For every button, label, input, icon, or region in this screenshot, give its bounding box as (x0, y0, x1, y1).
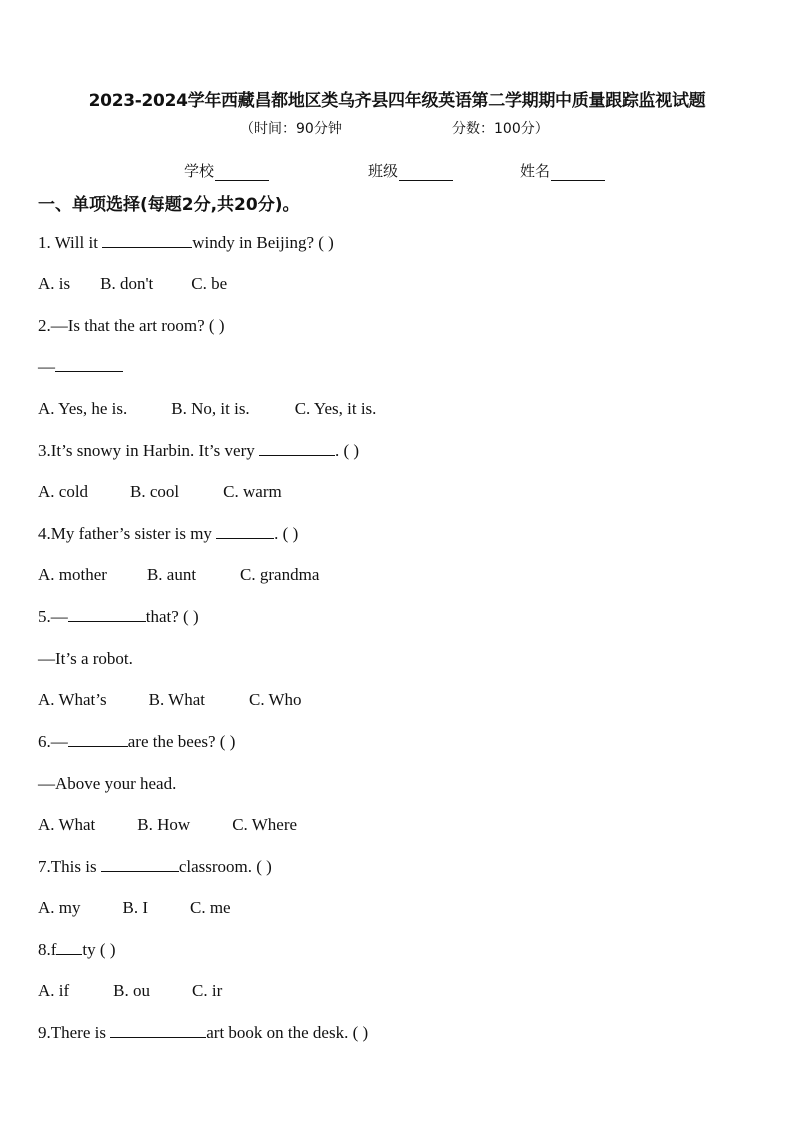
q8-answer-blank[interactable] (56, 940, 82, 955)
q5-option-c[interactable]: C. Who (248, 690, 302, 709)
q6-option-c[interactable]: C. Where (232, 815, 298, 834)
q4-option-b[interactable]: B. aunt (146, 565, 197, 584)
q6-text-pre: 6.— (38, 732, 68, 751)
school-blank[interactable] (215, 164, 269, 181)
q5-answer-paren[interactable]: ( ) (183, 607, 199, 626)
name-label: 姓名 (520, 162, 551, 180)
exam-score: 分数：100分） (452, 121, 549, 137)
q5-text-pre: 5.— (38, 607, 68, 626)
q6-answer-blank[interactable] (68, 732, 128, 747)
q9-answer-paren[interactable]: ( ) (352, 1023, 369, 1042)
q1-answer-blank[interactable] (102, 233, 192, 248)
q2-option-c[interactable]: C. Yes, it is. (294, 399, 377, 418)
q2-reply-blank[interactable] (55, 357, 123, 372)
school-label: 学校 (184, 162, 215, 180)
question-7 (38, 857, 272, 877)
q3-text-pre: 3.It’s snowy in Harbin. It’s very (38, 441, 255, 460)
q7-option-c[interactable]: C. me (190, 898, 231, 917)
q8-answer-paren[interactable]: ( ) (99, 940, 116, 959)
q7-answer-paren[interactable]: ( ) (256, 857, 272, 876)
q8-text-post: ty (82, 940, 96, 959)
q9-text-post: art book on the desk. (206, 1023, 349, 1042)
q3-option-b[interactable]: B. cool (130, 482, 180, 501)
q1-option-b[interactable]: B. don't (100, 274, 154, 293)
q5-reply: —It’s a robot. (38, 649, 133, 668)
q6-answer-paren[interactable]: ( ) (219, 732, 236, 751)
q2-option-b[interactable]: B. No, it is. (171, 399, 250, 418)
name-field[interactable] (520, 160, 605, 181)
q9-text-pre: 9.There is (38, 1023, 106, 1042)
q4-answer-paren[interactable]: ( ) (282, 524, 299, 543)
q4-option-a[interactable]: A. mother (38, 565, 107, 584)
class-field[interactable] (368, 160, 453, 181)
q5-option-b[interactable]: B. What (148, 690, 205, 709)
q7-answer-blank[interactable] (101, 857, 179, 872)
question-9 (38, 1023, 368, 1043)
q6-options (38, 815, 297, 835)
q8-text-pre: 8.f (38, 940, 57, 959)
q7-option-a[interactable]: A. my (38, 898, 81, 917)
q1-options (38, 274, 227, 294)
question-3 (38, 441, 359, 461)
q8-option-a[interactable]: A. if (38, 981, 70, 1000)
q6-option-b[interactable]: B. How (137, 815, 191, 834)
q8-options (38, 981, 222, 1001)
exam-time: （时间：90分钟 (240, 121, 342, 137)
q1-text-pre: 1. Will it (38, 233, 98, 252)
question-8 (38, 940, 115, 960)
question-4 (38, 524, 298, 544)
q4-option-c[interactable]: C. grandma (240, 565, 320, 584)
q2-reply (38, 357, 123, 377)
q5-text-post: that? (145, 607, 179, 626)
class-blank[interactable] (399, 164, 453, 181)
q2-options (38, 399, 376, 419)
q3-option-c[interactable]: C. warm (223, 482, 282, 501)
q6-text-post: are the bees? (127, 732, 216, 751)
exam-title: 2023-2024学年西藏昌都地区类乌齐县四年级英语第二学期期中质量跟踪监视试题 (88, 91, 706, 111)
q2-text: 2.—Is that the art room? (38, 316, 205, 335)
q5-option-a[interactable]: A. What’s (38, 690, 107, 709)
q3-text-post: . (334, 441, 340, 460)
q2-answer-paren[interactable]: ( ) (208, 316, 225, 335)
section-heading: 一、单项选择(每题2分,共20分)。 (38, 195, 300, 215)
q1-answer-paren[interactable]: ( ) (318, 233, 334, 252)
q8-option-c[interactable]: C. ir (192, 981, 223, 1000)
q3-option-a[interactable]: A. cold (38, 482, 89, 501)
q2-reply-dash: — (38, 357, 55, 376)
q6-option-a[interactable]: A. What (38, 815, 96, 834)
question-1 (38, 233, 334, 253)
question-5 (38, 607, 199, 627)
q4-options (38, 565, 319, 585)
class-label: 班级 (368, 162, 399, 180)
q2-option-a[interactable]: A. Yes, he is. (38, 399, 128, 418)
q7-option-b[interactable]: B. I (122, 898, 148, 917)
q6-reply: —Above your head. (38, 774, 177, 793)
school-field[interactable] (184, 160, 269, 181)
q5-options (38, 690, 302, 710)
q7-text-pre: 7.This is (38, 857, 97, 876)
q4-answer-blank[interactable] (216, 524, 274, 539)
q3-answer-paren[interactable]: ( ) (343, 441, 360, 460)
q1-text-post: windy in Beijing? (192, 233, 315, 252)
q8-option-b[interactable]: B. ou (113, 981, 151, 1000)
q4-text-pre: 4.My father’s sister is my (38, 524, 212, 543)
question-2 (38, 316, 224, 336)
q4-text-post: . (274, 524, 279, 543)
q3-answer-blank[interactable] (259, 441, 335, 456)
q3-options (38, 482, 282, 502)
q5-answer-blank[interactable] (68, 607, 146, 622)
q9-answer-blank[interactable] (110, 1023, 206, 1038)
q7-text-post: classroom. (178, 857, 252, 876)
question-6 (38, 732, 235, 752)
name-blank[interactable] (551, 164, 605, 181)
q7-options (38, 898, 231, 918)
q1-option-a[interactable]: A. is (38, 274, 71, 293)
q1-option-c[interactable]: C. be (191, 274, 228, 293)
